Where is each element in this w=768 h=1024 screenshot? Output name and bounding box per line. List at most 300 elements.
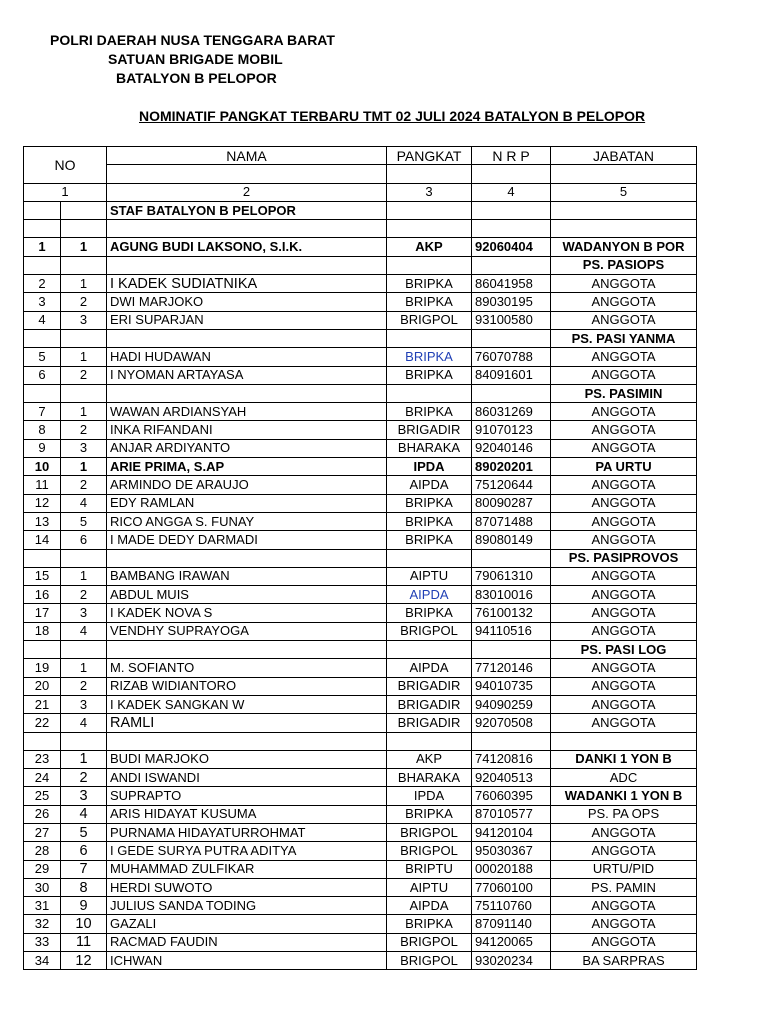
cell-nama: DWI MARJOKO	[107, 293, 387, 311]
cell-sub-no: 1	[61, 275, 107, 293]
cell-nrp: 83010016	[472, 586, 551, 604]
header-spacer	[387, 165, 472, 183]
cell-jabatan: ANGGOTA	[551, 897, 697, 915]
cell-empty	[107, 732, 387, 750]
cell-nrp: 91070123	[472, 421, 551, 439]
cell-empty	[61, 256, 107, 274]
table-row	[24, 366, 697, 384]
cell-nama: WAWAN ARDIANSYAH	[107, 403, 387, 421]
cell-jabatan: ANGGOTA	[551, 293, 697, 311]
cell-no: 22	[24, 714, 61, 732]
cell-empty	[24, 732, 61, 750]
cell-sub-no: 3	[61, 439, 107, 457]
cell-nrp: 86031269	[472, 403, 551, 421]
cell-nrp: 92040513	[472, 769, 551, 787]
cell-sub-no: 12	[61, 952, 107, 970]
group-label: PS. PASIPROVOS	[551, 549, 697, 567]
cell-nama: ARIE PRIMA, S.AP	[107, 458, 387, 476]
cell-sub-no: 1	[61, 750, 107, 768]
table-body	[24, 201, 697, 969]
cell-jabatan: ANGGOTA	[551, 512, 697, 530]
cell-nama: HADI HUDAWAN	[107, 348, 387, 366]
group-row	[24, 384, 697, 402]
cell-nrp: 76100132	[472, 604, 551, 622]
cell-jabatan: PS. PAMIN	[551, 878, 697, 896]
cell-jabatan: PA URTU	[551, 458, 697, 476]
cell-pangkat: BRIPKA	[387, 494, 472, 512]
cell-no: 27	[24, 823, 61, 841]
cell-jabatan: ANGGOTA	[551, 567, 697, 585]
cell-jabatan: ANGGOTA	[551, 695, 697, 713]
cell-pangkat: BRIPKA	[387, 403, 472, 421]
cell-sub-no: 1	[61, 458, 107, 476]
header-unit-line2: SATUAN BRIGADE MOBIL	[108, 51, 283, 67]
group-label: PS. PASIMIN	[551, 384, 697, 402]
cell-jabatan: ANGGOTA	[551, 439, 697, 457]
table-row	[24, 860, 697, 878]
table-row	[24, 476, 697, 494]
table-row	[24, 933, 697, 951]
cell-no: 20	[24, 677, 61, 695]
table-row	[24, 714, 697, 732]
cell-empty	[107, 329, 387, 347]
cell-empty	[24, 220, 61, 238]
cell-nrp: 94120104	[472, 823, 551, 841]
cell-sub-no: 6	[61, 842, 107, 860]
cell-nrp: 89020201	[472, 458, 551, 476]
cell-empty	[107, 256, 387, 274]
cell-nama: ARIS HIDAYAT KUSUMA	[107, 805, 387, 823]
cell-nama: EDY RAMLAN	[107, 494, 387, 512]
cell-nrp: 95030367	[472, 842, 551, 860]
cell-nrp: 92070508	[472, 714, 551, 732]
cell-empty	[24, 549, 61, 567]
cell-no: 31	[24, 897, 61, 915]
cell-nrp: 86041958	[472, 275, 551, 293]
group-row	[24, 549, 697, 567]
cell-sub-no: 2	[61, 293, 107, 311]
cell-nama: INKA RIFANDANI	[107, 421, 387, 439]
cell-nama: I GEDE SURYA PUTRA ADITYA	[107, 842, 387, 860]
table-row	[24, 805, 697, 823]
cell-sub-no: 6	[61, 531, 107, 549]
cell-sub-no: 1	[61, 403, 107, 421]
cell-no: 18	[24, 622, 61, 640]
cell-nama: PURNAMA HIDAYATURROHMAT	[107, 823, 387, 841]
cell-nama: ARMINDO DE ARAUJO	[107, 476, 387, 494]
table-row	[24, 915, 697, 933]
cell-empty	[472, 220, 551, 238]
cell-empty	[24, 384, 61, 402]
cell-jabatan: ANGGOTA	[551, 933, 697, 951]
table-row	[24, 567, 697, 585]
cell-sub-no: 8	[61, 878, 107, 896]
cell-sub-no: 3	[61, 604, 107, 622]
cell-jabatan: ANGGOTA	[551, 366, 697, 384]
table-header-row	[24, 147, 697, 165]
cell-nrp: 87091140	[472, 915, 551, 933]
cell-pangkat: BRIGPOL	[387, 952, 472, 970]
table-row	[24, 293, 697, 311]
cell-jabatan: PS. PA OPS	[551, 805, 697, 823]
cell-pangkat: BRIPKA	[387, 293, 472, 311]
cell-empty	[107, 641, 387, 659]
cell-pangkat: AKP	[387, 750, 472, 768]
cell-jabatan: ANGGOTA	[551, 348, 697, 366]
table-row	[24, 275, 697, 293]
cell-empty	[387, 641, 472, 659]
cell-pangkat: AIPTU	[387, 878, 472, 896]
cell-sub-no: 2	[61, 769, 107, 787]
cell-pangkat: BRIGADIR	[387, 695, 472, 713]
cell-empty	[472, 329, 551, 347]
cell-nama: ANJAR ARDIYANTO	[107, 439, 387, 457]
header-spacer	[551, 165, 697, 183]
table-row	[24, 677, 697, 695]
cell-nrp: 94010735	[472, 677, 551, 695]
cell-jabatan: ANGGOTA	[551, 531, 697, 549]
cell-empty	[387, 220, 472, 238]
cell-nrp: 80090287	[472, 494, 551, 512]
cell-nama: MUHAMMAD ZULFIKAR	[107, 860, 387, 878]
group-label: PS. PASI LOG	[551, 641, 697, 659]
cell-jabatan: ANGGOTA	[551, 659, 697, 677]
cell-pangkat: AIPDA	[387, 476, 472, 494]
cell-sub-no: 2	[61, 421, 107, 439]
group-row	[24, 256, 697, 274]
cell-pangkat: BRIPKA	[387, 805, 472, 823]
cell-jabatan: ANGGOTA	[551, 604, 697, 622]
cell-no: 2	[24, 275, 61, 293]
column-number: 2	[107, 183, 387, 201]
cell-no: 26	[24, 805, 61, 823]
cell-empty	[472, 549, 551, 567]
cell-nama: I NYOMAN ARTAYASA	[107, 366, 387, 384]
cell-empty	[472, 641, 551, 659]
cell-pangkat: BRIPKA	[387, 348, 472, 366]
cell-nrp: 87010577	[472, 805, 551, 823]
cell-empty	[107, 220, 387, 238]
group-label: PS. PASI YANMA	[551, 329, 697, 347]
cell-sub-no: 11	[61, 933, 107, 951]
cell-empty	[61, 384, 107, 402]
cell-nrp: 94090259	[472, 695, 551, 713]
header-spacer	[107, 165, 387, 183]
cell-nama: I MADE DEDY DARMADI	[107, 531, 387, 549]
cell-sub-no: 1	[61, 659, 107, 677]
table-row	[24, 952, 697, 970]
cell-no: 5	[24, 348, 61, 366]
cell-no: 34	[24, 952, 61, 970]
table-row	[24, 311, 697, 329]
table-row	[24, 659, 697, 677]
cell-pangkat: BRIGADIR	[387, 714, 472, 732]
cell-pangkat: BRIPKA	[387, 604, 472, 622]
cell-pangkat: AKP	[387, 238, 472, 256]
cell-empty	[24, 256, 61, 274]
cell-sub-no: 3	[61, 787, 107, 805]
cell-empty	[387, 732, 472, 750]
cell-sub-no: 9	[61, 897, 107, 915]
cell-nrp: 92060404	[472, 238, 551, 256]
cell-no: 10	[24, 458, 61, 476]
column-number: 5	[551, 183, 697, 201]
cell-no: 30	[24, 878, 61, 896]
cell-nrp: 74120816	[472, 750, 551, 768]
cell-jabatan: ANGGOTA	[551, 586, 697, 604]
header-jabatan: JABATAN	[551, 147, 697, 165]
blank-row	[24, 732, 697, 750]
cell-empty	[61, 329, 107, 347]
cell-sub-no: 4	[61, 494, 107, 512]
cell-jabatan: WADANKI 1 YON B	[551, 787, 697, 805]
cell-nama: ANDI ISWANDI	[107, 769, 387, 787]
group-row	[24, 641, 697, 659]
cell-nrp: 84091601	[472, 366, 551, 384]
cell-nrp: 77120146	[472, 659, 551, 677]
section-label: STAF BATALYON B PELOPOR	[107, 201, 387, 219]
cell-nama: GAZALI	[107, 915, 387, 933]
cell-no: 16	[24, 586, 61, 604]
cell-nrp: 87071488	[472, 512, 551, 530]
cell-jabatan: ANGGOTA	[551, 403, 697, 421]
cell-jabatan: ADC	[551, 769, 697, 787]
cell-empty	[61, 732, 107, 750]
cell-nama: BUDI MARJOKO	[107, 750, 387, 768]
column-number: 3	[387, 183, 472, 201]
cell-nama: HERDI SUWOTO	[107, 878, 387, 896]
cell-pangkat: AIPDA	[387, 897, 472, 915]
cell-jabatan: ANGGOTA	[551, 915, 697, 933]
cell-pangkat: BHARAKA	[387, 439, 472, 457]
cell-pangkat: BHARAKA	[387, 769, 472, 787]
blank-row	[24, 220, 697, 238]
table-row	[24, 842, 697, 860]
cell-sub-no: 4	[61, 805, 107, 823]
cell-pangkat: BRIPKA	[387, 531, 472, 549]
cell-jabatan: ANGGOTA	[551, 714, 697, 732]
cell-pangkat: BRIPKA	[387, 366, 472, 384]
cell-empty	[551, 220, 697, 238]
cell-no: 25	[24, 787, 61, 805]
header-nama: NAMA	[107, 147, 387, 165]
cell-no: 7	[24, 403, 61, 421]
cell-empty	[472, 201, 551, 219]
cell-empty	[387, 549, 472, 567]
cell-nama: RIZAB WIDIANTORO	[107, 677, 387, 695]
header-nrp: N R P	[472, 147, 551, 165]
cell-nrp: 93020234	[472, 952, 551, 970]
cell-empty	[472, 384, 551, 402]
cell-nama: BAMBANG IRAWAN	[107, 567, 387, 585]
cell-empty	[61, 549, 107, 567]
table-row	[24, 348, 697, 366]
table-row	[24, 787, 697, 805]
table-header-spacer-row	[24, 165, 697, 183]
cell-no: 4	[24, 311, 61, 329]
header-no: NO	[24, 147, 107, 184]
column-number: 4	[472, 183, 551, 201]
cell-nrp: 00020188	[472, 860, 551, 878]
group-label: PS. PASIOPS	[551, 256, 697, 274]
table-row	[24, 878, 697, 896]
cell-pangkat: AIPDA	[387, 586, 472, 604]
table-row	[24, 403, 697, 421]
cell-jabatan: ANGGOTA	[551, 622, 697, 640]
cell-nrp: 89030195	[472, 293, 551, 311]
cell-sub-no: 7	[61, 860, 107, 878]
personnel-table	[23, 146, 697, 970]
cell-pangkat: BRIPTU	[387, 860, 472, 878]
cell-nama: SUPRAPTO	[107, 787, 387, 805]
cell-pangkat: BRIPKA	[387, 512, 472, 530]
cell-empty	[551, 201, 697, 219]
cell-jabatan: ANGGOTA	[551, 421, 697, 439]
table-row	[24, 439, 697, 457]
cell-sub-no: 1	[61, 348, 107, 366]
cell-nrp: 93100580	[472, 311, 551, 329]
cell-nama: JULIUS SANDA TODING	[107, 897, 387, 915]
cell-nrp: 77060100	[472, 878, 551, 896]
cell-nama: I KADEK NOVA S	[107, 604, 387, 622]
cell-no: 19	[24, 659, 61, 677]
cell-nama: ERI SUPARJAN	[107, 311, 387, 329]
cell-empty	[24, 329, 61, 347]
cell-pangkat: BRIGADIR	[387, 421, 472, 439]
cell-no: 32	[24, 915, 61, 933]
cell-nama: ICHWAN	[107, 952, 387, 970]
cell-jabatan: BA SARPRAS	[551, 952, 697, 970]
cell-empty	[472, 732, 551, 750]
cell-pangkat: IPDA	[387, 458, 472, 476]
cell-empty	[61, 641, 107, 659]
cell-no: 14	[24, 531, 61, 549]
header-unit-line1: POLRI DAERAH NUSA TENGGARA BARAT	[50, 32, 335, 48]
cell-nama: M. SOFIANTO	[107, 659, 387, 677]
table-row	[24, 695, 697, 713]
cell-sub-no: 3	[61, 311, 107, 329]
table-row	[24, 769, 697, 787]
cell-nrp: 89080149	[472, 531, 551, 549]
cell-nrp: 94120065	[472, 933, 551, 951]
cell-empty	[61, 201, 107, 219]
cell-pangkat: AIPDA	[387, 659, 472, 677]
cell-sub-no: 5	[61, 823, 107, 841]
cell-empty	[387, 329, 472, 347]
table-row	[24, 531, 697, 549]
group-row	[24, 329, 697, 347]
cell-nrp: 92040146	[472, 439, 551, 457]
cell-pangkat: BRIGPOL	[387, 311, 472, 329]
cell-nama: VENDHY SUPRAYOGA	[107, 622, 387, 640]
table-row	[24, 622, 697, 640]
cell-no: 17	[24, 604, 61, 622]
cell-empty	[472, 256, 551, 274]
cell-pangkat: BRIPKA	[387, 915, 472, 933]
cell-empty	[551, 732, 697, 750]
table-row	[24, 750, 697, 768]
cell-empty	[107, 384, 387, 402]
cell-nama: ABDUL MUIS	[107, 586, 387, 604]
cell-no: 3	[24, 293, 61, 311]
cell-empty	[24, 641, 61, 659]
cell-jabatan: WADANYON B POR	[551, 238, 697, 256]
cell-nama: RACMAD FAUDIN	[107, 933, 387, 951]
cell-jabatan: ANGGOTA	[551, 842, 697, 860]
cell-no: 24	[24, 769, 61, 787]
cell-nrp: 75120644	[472, 476, 551, 494]
cell-pangkat: BRIPKA	[387, 275, 472, 293]
cell-jabatan: ANGGOTA	[551, 275, 697, 293]
table-row	[24, 421, 697, 439]
cell-empty	[107, 549, 387, 567]
cell-sub-no: 4	[61, 622, 107, 640]
cell-pangkat: BRIGPOL	[387, 933, 472, 951]
table-row	[24, 238, 697, 256]
table-row	[24, 512, 697, 530]
cell-jabatan: URTU/PID	[551, 860, 697, 878]
cell-jabatan: ANGGOTA	[551, 677, 697, 695]
table-row	[24, 604, 697, 622]
cell-no: 15	[24, 567, 61, 585]
cell-empty	[24, 201, 61, 219]
cell-no: 23	[24, 750, 61, 768]
document-title: NOMINATIF PANGKAT TERBARU TMT 02 JULI 2024 BATALYON B PELOPOR	[139, 108, 646, 124]
cell-no: 33	[24, 933, 61, 951]
cell-nama: I KADEK SANGKAN W	[107, 695, 387, 713]
cell-pangkat: BRIGADIR	[387, 677, 472, 695]
cell-jabatan: ANGGOTA	[551, 494, 697, 512]
cell-no: 1	[24, 238, 61, 256]
cell-pangkat: BRIGPOL	[387, 823, 472, 841]
cell-empty	[387, 201, 472, 219]
header-unit-line3: BATALYON B PELOPOR	[116, 70, 277, 86]
cell-sub-no: 2	[61, 586, 107, 604]
cell-sub-no: 4	[61, 714, 107, 732]
cell-nrp: 75110760	[472, 897, 551, 915]
cell-no: 13	[24, 512, 61, 530]
cell-nrp: 79061310	[472, 567, 551, 585]
cell-pangkat: IPDA	[387, 787, 472, 805]
cell-sub-no: 10	[61, 915, 107, 933]
section-row	[24, 201, 697, 219]
cell-no: 11	[24, 476, 61, 494]
header-pangkat: PANGKAT	[387, 147, 472, 165]
cell-jabatan: ANGGOTA	[551, 311, 697, 329]
table-row	[24, 494, 697, 512]
cell-pangkat: AIPTU	[387, 567, 472, 585]
cell-no: 12	[24, 494, 61, 512]
cell-empty	[387, 256, 472, 274]
cell-jabatan: ANGGOTA	[551, 476, 697, 494]
cell-pangkat: BRIGPOL	[387, 622, 472, 640]
table-row	[24, 458, 697, 476]
table-row	[24, 823, 697, 841]
cell-nrp: 76060395	[472, 787, 551, 805]
cell-nama: RICO ANGGA S. FUNAY	[107, 512, 387, 530]
cell-sub-no: 3	[61, 695, 107, 713]
table-row	[24, 586, 697, 604]
cell-sub-no: 2	[61, 366, 107, 384]
cell-sub-no: 2	[61, 476, 107, 494]
cell-no: 9	[24, 439, 61, 457]
cell-nrp: 94110516	[472, 622, 551, 640]
header-spacer	[472, 165, 551, 183]
cell-nama: RAMLI	[107, 714, 387, 732]
cell-empty	[61, 220, 107, 238]
table-row	[24, 897, 697, 915]
cell-no: 29	[24, 860, 61, 878]
